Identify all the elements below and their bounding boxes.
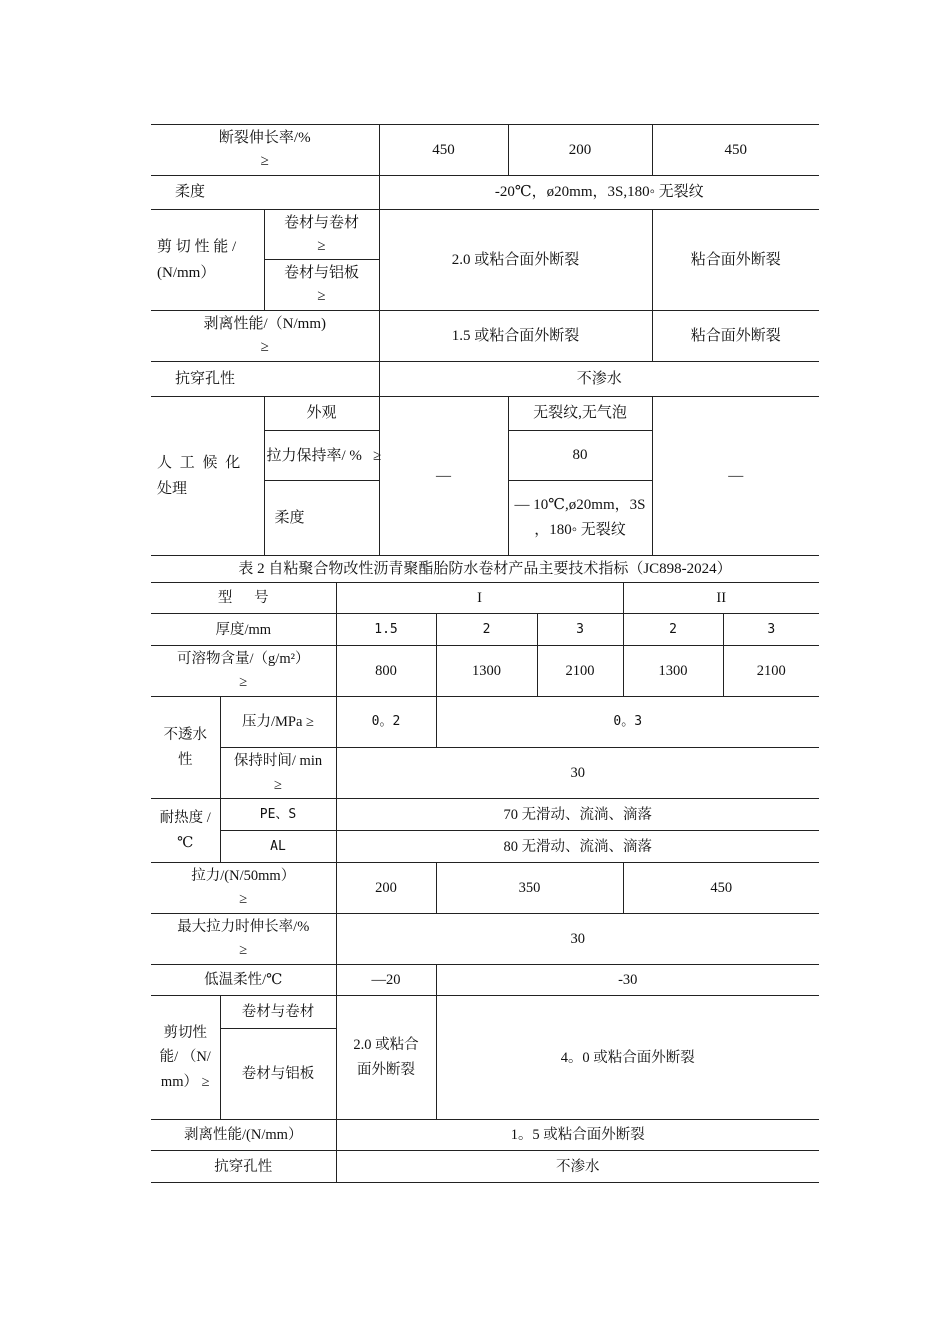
table-row — [151, 863, 819, 914]
aging-appearance: 无裂纹,无气泡 — [508, 397, 652, 431]
shear-sub2-cell — [264, 260, 379, 311]
shear-label: 剪 切 性 能 / (N/mm） — [151, 210, 264, 311]
peel-label: 剥离性能/（N/mm) — [203, 316, 326, 332]
elongation-v1: 450 — [379, 125, 508, 176]
aging-dash2: — — [652, 397, 819, 556]
elongation-label: 断裂伸长率/% — [218, 130, 311, 146]
peel-v1: 1.5 或粘合面外断裂 — [379, 311, 652, 362]
soluble-v3: 2100 — [537, 646, 623, 697]
cold-v1: —20 — [336, 965, 436, 996]
cold-label: 低温柔性/℃ — [151, 965, 336, 996]
heat-al-label: AL — [220, 831, 336, 863]
aging-sub3: 柔度 — [264, 481, 379, 556]
soluble-v4: 1300 — [623, 646, 723, 697]
pressure-label: 压力/MPa ≥ — [220, 697, 336, 748]
table-1 — [151, 124, 819, 556]
elongation2-label-cell — [151, 914, 336, 965]
tensile-label: 拉力/(N/50mm） — [191, 868, 296, 884]
puncture-label: 抗穿孔性 — [151, 362, 379, 397]
model-label: 型 号 — [151, 583, 336, 614]
flex-label: 柔度 — [151, 176, 379, 210]
time-value: 30 — [336, 748, 819, 799]
table-2 — [151, 582, 819, 1183]
table-row — [151, 799, 819, 831]
peel-ge: ≥ — [260, 339, 269, 355]
elongation-v2: 200 — [508, 125, 652, 176]
puncture2-label: 抗穿孔性 — [151, 1151, 336, 1183]
aging-sub1: 外观 — [264, 397, 379, 431]
table-row — [151, 831, 819, 863]
pressure-v2: 0。3 — [436, 697, 819, 748]
aging-sub2: 拉力保持率/ % ≥ — [264, 431, 379, 481]
tensile-label-cell — [151, 863, 336, 914]
pressure-v1: 0。2 — [336, 697, 436, 748]
tensile-v3: 450 — [623, 863, 819, 914]
elongation-v3: 450 — [652, 125, 819, 176]
soluble-ge: ≥ — [239, 674, 248, 690]
thickness-v4: 2 — [623, 614, 723, 646]
soluble-v2: 1300 — [436, 646, 537, 697]
peel-label-cell — [151, 311, 379, 362]
table-row — [151, 646, 819, 697]
tensile-v1: 200 — [336, 863, 436, 914]
table-2-caption: 表 2 自粘聚合物改性沥青聚酯胎防水卷材产品主要技术指标（JC898-2024） — [238, 561, 732, 577]
heat-label: 耐热度 /℃ — [151, 799, 220, 863]
shear2-v1: 2.0 或粘合 面外断裂 — [336, 996, 436, 1120]
table-row — [151, 362, 819, 397]
puncture2-value: 不渗水 — [336, 1151, 819, 1183]
shear2-label: 剪切性 能/ （N/ mm） ≥ — [151, 996, 220, 1120]
cold-v2: -30 — [436, 965, 819, 996]
heat-pe-value: 70 无滑动、流淌、滴落 — [336, 799, 819, 831]
shear2-v2: 4。0 或粘合面外断裂 — [436, 996, 819, 1120]
soluble-v5: 2100 — [723, 646, 819, 697]
elongation-label-cell — [151, 125, 379, 176]
table-row — [151, 397, 819, 431]
model-group-1: I — [336, 583, 623, 614]
table-row — [151, 748, 819, 799]
table-row — [151, 583, 819, 614]
thickness-v5: 3 — [723, 614, 819, 646]
shear2-sub1: 卷材与卷材 — [220, 996, 336, 1029]
peel-v2: 粘合面外断裂 — [652, 311, 819, 362]
aging-retention: 80 — [508, 431, 652, 481]
heat-al-value: 80 无滑动、流淌、滴落 — [336, 831, 819, 863]
table-row — [151, 614, 819, 646]
elongation2-label: 最大拉力时伸长率/% — [177, 919, 310, 935]
shear-sub1-ge: ≥ — [317, 237, 326, 254]
peel2-label: 剥离性能/(N/mm） — [151, 1120, 336, 1151]
table-row — [151, 996, 819, 1029]
peel2-value: 1。5 或粘合面外断裂 — [336, 1120, 819, 1151]
table-row — [151, 176, 819, 210]
soluble-v1: 800 — [336, 646, 436, 697]
table-row — [151, 1151, 819, 1183]
shear-sub2-ge: ≥ — [317, 288, 326, 304]
heat-pe-label: PE、S — [220, 799, 336, 831]
soluble-label: 可溶物含量/（g/m²） — [177, 651, 310, 667]
shear-v2: 粘合面外断裂 — [652, 210, 819, 311]
shear2-sub2: 卷材与铝板 — [220, 1029, 336, 1120]
table-row — [151, 311, 819, 362]
puncture-value: 不渗水 — [379, 362, 819, 397]
thickness-label: 厚度/mm — [151, 614, 336, 646]
thickness-v1: 1.5 — [336, 614, 436, 646]
table-row — [151, 697, 819, 748]
table-row — [151, 1120, 819, 1151]
elongation2-ge: ≥ — [239, 942, 248, 958]
table-row — [151, 210, 819, 260]
shear-v1: 2.0 或粘合面外断裂 — [379, 210, 652, 311]
soluble-label-cell — [151, 646, 336, 697]
impermeable-label: 不透水 性 — [151, 697, 220, 799]
table-row — [151, 965, 819, 996]
thickness-v2: 2 — [436, 614, 537, 646]
tensile-v2: 350 — [436, 863, 623, 914]
thickness-v3: 3 — [537, 614, 623, 646]
elongation-ge: ≥ — [260, 153, 269, 169]
time-label: 保持时间/ min ≥ — [220, 748, 336, 799]
tensile-ge: ≥ — [239, 891, 248, 907]
shear-sub1-cell — [264, 210, 379, 260]
elongation2-value: 30 — [336, 914, 819, 965]
table-row — [151, 125, 819, 176]
aging-flex: — 10℃,ø20mm，3S ，180◦ 无裂纹 — [508, 481, 652, 556]
table-row — [151, 914, 819, 965]
aging-label: 人 工 候 化 处理 — [151, 397, 264, 556]
aging-dash1: — — [379, 397, 508, 556]
shear-sub2: 卷材与铝板 — [284, 265, 360, 281]
flex-value: -20℃，ø20mm，3S,180◦ 无裂纹 — [379, 176, 819, 210]
model-group-2: II — [623, 583, 819, 614]
shear-sub1: 卷材与卷材 — [284, 214, 360, 231]
